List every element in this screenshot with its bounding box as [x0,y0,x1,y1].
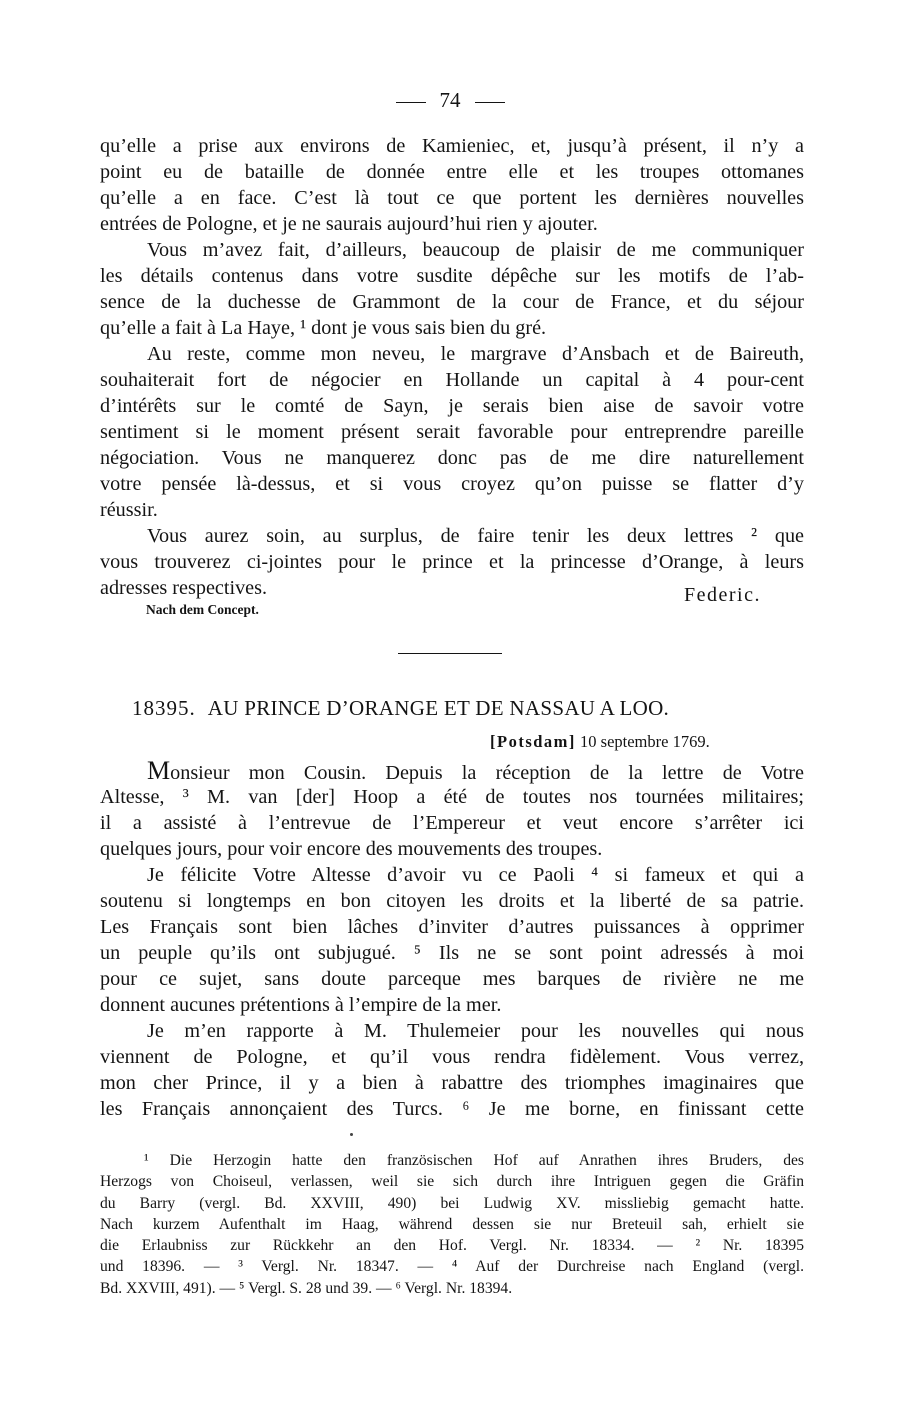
text-line: quelques jours, pour voir encore des mouvements des troupes. [100,838,603,860]
footnotes [100,1150,804,1299]
footnote-line: und 18396. — ³ Vergl. Nr. 18347. — ⁴ Auf der Durchreise nach England (vergl. [100,1258,804,1276]
text-line: soutenu si longtemps en bon citoyen les droits et la liberté de sa patrie. [100,890,804,912]
text-line-rest: onsieur mon Cousin. Depuis la réception de la lettre de Votre [170,762,804,784]
text-line: votre pensée là-dessus, et si vous croyez qu’on puisse se flatter d’y [100,473,804,495]
footnote-line: Nach kurzem Aufenthalt im Haag, während dessen sie nur Breteuil sah, erhielt sie [100,1215,804,1233]
text-line: d’intérêts sur le comté de Sayn, je serais bien aise de savoir votre [100,395,804,417]
text-line: Les Français sont bien lâches d’inviter d’autres puissances à opprimer [100,916,804,938]
signature: Federic. [684,584,761,606]
footnote-line: ¹ Die Herzogin hatte den französischen Hof auf Anrathen ihres Bruders, des [144,1152,804,1169]
date-place: [Potsdam] [490,732,576,751]
footnote-line: du Barry (vergl. Bd. XXVIII, 490) bei Ludwig XV. missliebig gemacht hatte. [100,1194,804,1212]
dropcap: M [147,756,171,785]
concept-note: Nach dem Concept. [146,602,259,617]
text-line: négociation. Vous ne manquerez donc pas de me dire naturellement [100,447,804,469]
text-line: Altesse, ³ M. van [der] Hoop a été de toutes nos tournées militaires; [100,786,804,808]
page-number: 74 [439,88,461,112]
page-number-row [0,88,900,113]
text-line [100,758,804,784]
text-line: qu’elle a en face. C’est là tout ce que portent les dernières nouvelles [100,187,804,209]
page-number-dash-right [475,102,505,103]
text-line: entrées de Pologne, et je ne saurais aujourd’hui rien y ajouter. [100,213,598,235]
text-line: les Français annonçaient des Turcs. ⁶ Je me borne, en finissant cette [100,1098,804,1120]
text-line: sence de la duchesse de Grammont de la cour de France, et du séjour [100,291,804,313]
letter-heading [132,696,669,721]
letter-main-body [100,758,804,1122]
stray-dot [350,1133,353,1136]
text-line: souhaiterait fort de négocier en Hollande un capital à 4 pour-cent [100,369,804,391]
text-line: un peuple qu’ils ont subjugué. ⁵ Ils ne se sont point adressés à moi [100,942,804,964]
letter-number: 18395. [132,696,196,720]
text-line: mon cher Prince, il y a bien à rabattre des triomphes imaginaires que [100,1072,804,1094]
footnote-line: Bd. XXVIII, 491). — ⁵ Vergl. S. 28 und 39. — ⁶ Vergl. Nr. 18394. [100,1279,513,1297]
text-line: il a assisté à l’entrevue de l’Empereur et veut encore s’arrêter ici [100,812,804,834]
section-divider [398,653,502,654]
text-line: les détails contenus dans votre susdite dépêche sur les motifs de l’ab- [100,265,804,287]
text-line: Vous m’avez fait, d’ailleurs, beaucoup de plaisir de me communiquer [147,239,804,261]
letter-addressee: AU PRINCE D’ORANGE ET DE NASSAU A LOO. [207,696,670,720]
text-line: Vous aurez soin, au surplus, de faire tenir les deux lettres ² que [147,525,804,547]
text-line: Je félicite Votre Altesse d’avoir vu ce Paoli ⁴ si fameux et qui a [147,864,804,886]
footnote-line: die Erlaubniss zur Rückkehr an den Hof. Vergl. Nr. 18334. — ² Nr. 18395 [100,1237,804,1255]
text-line: réussir. [100,499,158,521]
text-line: sentiment si le moment présent serait favorable pour entreprendre pareille [100,421,804,443]
date-text: 10 septembre 1769. [580,732,710,751]
text-line: vous trouverez ci-jointes pour le prince et la princesse d’Orange, à leurs [100,551,804,573]
letter-top-body [100,133,804,619]
text-line: Je m’en rapporte à M. Thulemeier pour les nouvelles qui nous [147,1020,804,1042]
text-line: point eu de bataille de donnée entre elle et les troupes ottomanes [100,161,804,183]
text-line: Au reste, comme mon neveu, le margrave d’Ansbach et de Baireuth, [147,343,804,365]
text-line: qu’elle a fait à La Haye, ¹ dont je vous sais bien du gré. [100,317,547,339]
page-number-dash-left [396,102,426,103]
text-line: qu’elle a prise aux environs de Kamieniec, et, jusqu’à présent, il n’y a [100,135,804,157]
text-line: adresses respectives. [100,577,268,599]
text-line: donnent aucunes prétentions à l’empire de la mer. [100,994,502,1016]
text-line: pour ce sujet, sans doute parceque mes barques de rivière ne me [100,968,804,990]
letter-dateline [490,732,710,752]
footnote-line: Herzogs von Choiseul, verlassen, weil sie sich durch ihre Intriguen gegen die Gräfin [100,1173,804,1191]
text-line: viennent de Pologne, et qu’il vous rendra fidèlement. Vous verrez, [100,1046,804,1068]
